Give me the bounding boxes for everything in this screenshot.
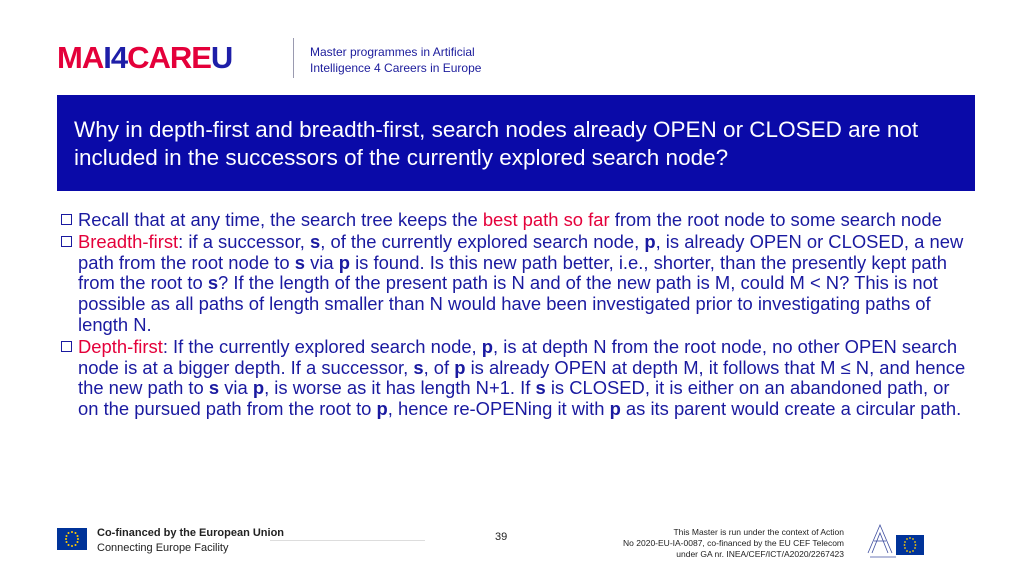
checkbox-bullet-icon [61, 236, 72, 247]
slide-title: Why in depth-first and breadth-first, search nodes already OPEN or CLOSED are not included in the successors of the currently explored search node? [74, 117, 919, 170]
slide-body [57, 210, 972, 421]
mai4careu-logo: MAI4CAREU [57, 40, 233, 75]
page-number: 39 [495, 531, 508, 543]
logo-divider [293, 38, 294, 78]
european-commission-logo-icon [866, 515, 956, 560]
bullet-breadth-first: Breadth-first: if a successor, s, of the currently explored search node, p, is already OPEN or CLOSED, a new path from the root node to s via p is found. Is this new path better, i.e., shorter, than the presently kept path from the root to s? If the length of the present path is N and of the new path is M, could M < N? This is not possible as all paths of length smaller than N would have been investigated prior to investigating paths of length N. [57, 232, 972, 336]
footer-divider [270, 540, 425, 541]
slide-title-banner [57, 95, 975, 191]
bullet-depth-first: Depth-first: If the currently explored search node, p, is at depth N from the root node, no other OPEN search node is at a bigger depth. If a successor, s, of p is already OPEN at depth M, it follows that M ≤ N, and hence the new path to s via p, is worse as it has length N+1. If s is CLOSED, it is either on an abandoned path, or on the pursued path from the root to p, hence re-OPENing it with p as its parent would create a circular path. [57, 337, 972, 420]
bullet-recall: Recall that at any time, the search tree keeps the best path so far from the root node to some search node [57, 210, 972, 231]
footer-note: This Master is run under the context of Action No 2020-EU-IA-0087, co-financed by the EU CEF Telecom under GA nr. INEA/CEF/ICT/A2020/2267423 [623, 527, 844, 559]
tagline: Master programmes in Artificial Intelligence 4 Careers in Europe [310, 45, 482, 75]
eu-cofinance-text: Co-financed by the European Union Connecting Europe Facility [97, 527, 285, 554]
checkbox-bullet-icon [61, 214, 72, 225]
eu-flag-icon [57, 528, 87, 550]
checkbox-bullet-icon [61, 341, 72, 352]
